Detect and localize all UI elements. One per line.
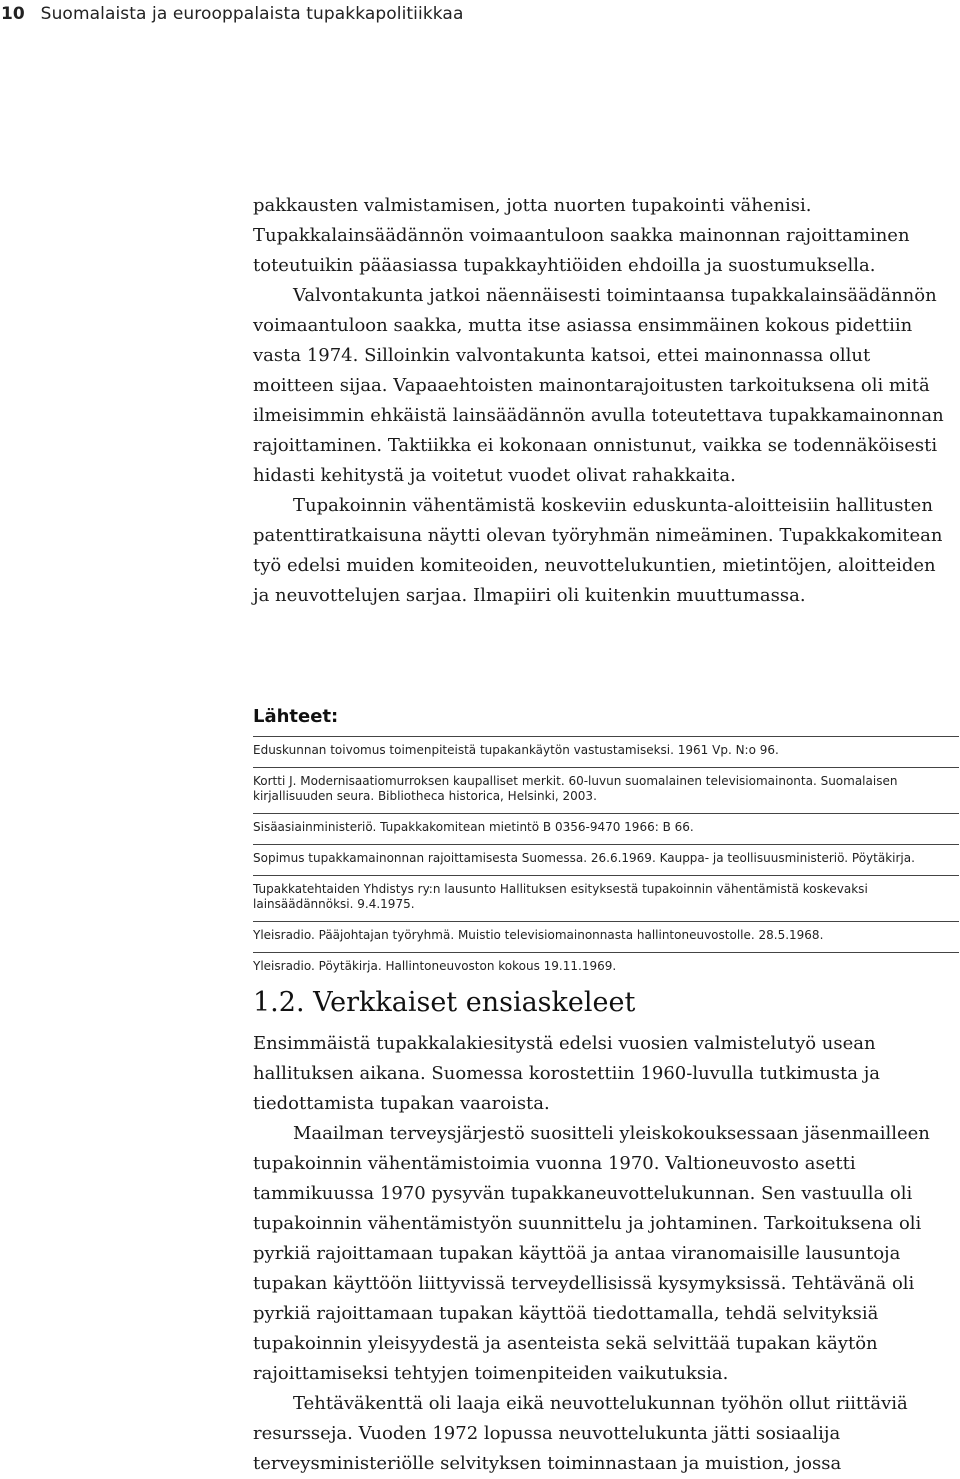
sources-section (253, 704, 959, 983)
paragraph: Maailman terveysjärjestö suositteli yleiskokouksessaan jäsenmailleen tupakoinnin vähentämistoimia vuonna 1970. Valtioneuvosto asetti tammikuussa 1970 pysyvän tupakkaneuvottelukunnan. Sen vastuulla oli tupakoinnin vähentämistyön suunnittelu ja johtaminen. Tarkoituksena oli pyrkiä rajoittamaan tupakan käyttöä ja antaa viranomaisille lausuntoja tupakan käyttöön liittyvissä terveydellisissä kysymyksissä. Tehtävänä oli pyrkiä rajoittamaan tupakan käyttöä tiedottamalla, tehdä selvityksiä tupakoinnin yleisyydestä ja asenteista sekä selvittää tupakan käytön rajoittamiseksi tehtyjen toimenpiteiden vaikutuksia. (253, 1123, 930, 1384)
source-item: Yleisradio. Pääjohtajan työryhmä. Muistio televisiomainonnasta hallintoneuvostolle. 28.5.1968. (253, 921, 959, 952)
section-heading: 1.2. Verkkaiset ensiaskeleet (253, 987, 636, 1018)
running-title: Suomalaista ja eurooppalaista tupakkapolitiikkaa (40, 4, 464, 24)
source-item: Kortti J. Modernisaatiomurroksen kaupalliset merkit. 60-luvun suomalainen televisiomainonta. Suomalaisen kirjallisuuden seura. Bibliotheca historica, Helsinki, 2003. (253, 767, 959, 813)
source-item: Sopimus tupakkamainonnan rajoittamisesta Suomessa. 26.6.1969. Kauppa- ja teollisuusministeriö. Pöytäkirja. (253, 844, 959, 875)
paragraph: Valvontakunta jatkoi näennäisesti toimintaansa tupakkalainsäädännön voimaantuloon saakka, mutta itse asiassa ensimmäinen kokous pidettiin vasta 1974. Silloinkin valvontakunta katsoi, ettei mainonnassa ollut moitteen sijaa. Vapaaehtoisten mainontarajoitusten tarkoituksena oli mitä ilmeisimmin ehkäistä lainsäädännön avulla toteutettava tupakkamainonnan rajoittaminen. Taktiikka ei kokonaan onnistunut, vaikka se todennäköisesti hidasti kehitystä ja voitetut vuodet olivat rahakkaita. (253, 285, 944, 486)
paragraph: Ensimmäistä tupakkalakiesitystä edelsi vuosien valmistelutyö usean hallituksen aikana. Suomessa korostettiin 1960-luvulla tutkimusta ja tiedottamista tupakan vaaroista. (253, 1033, 881, 1114)
sources-heading: Lähteet: (253, 706, 339, 727)
paragraph: Tehtäväkenttä oli laaja eikä neuvottelukunnan työhön ollut riittäviä resursseja. Vuoden 1972 lopussa neuvottelukunta jätti sosiaalija terveysministeriölle selvityksen toiminnastaan ja muistion, jossa (253, 1393, 908, 1474)
paragraph: Tupakoinnin vähentämistä koskeviin eduskunta-aloitteisiin hallitusten patenttiratkaisuna näytti olevan työryhmän nimeäminen. Tupakkakomitean työ edelsi muiden komiteoiden, neuvottelukuntien, mietintöjen, aloitteiden ja neuvottelujen sarjaa. Ilmapiiri oli kuitenkin muuttumassa. (253, 495, 943, 606)
body-text-top (253, 191, 953, 611)
source-item: Yleisradio. Pöytäkirja. Hallintoneuvoston kokous 19.11.1969. (253, 952, 959, 983)
source-item: Eduskunnan toivomus toimenpiteistä tupakankäytön vastustamiseksi. 1961 Vp. N:o 96. (253, 736, 959, 767)
body-text-section (253, 1029, 953, 1479)
page-header (0, 0, 463, 28)
paragraph: pakkausten valmistamisen, jotta nuorten tupakointi vähenisi. Tupakkalainsäädännön voimaantuloon saakka mainonnan rajoittaminen toteutuikin pääasiassa tupakkayhtiöiden ehdoilla ja suostumuksella. (253, 195, 910, 276)
page-number: 10 (1, 4, 25, 24)
source-item: Sisäasiainministeriö. Tupakkakomitean mietintö B 0356-9470 1966: B 66. (253, 813, 959, 844)
source-item: Tupakkatehtaiden Yhdistys ry:n lausunto Hallituksen esityksestä tupakoinnin vähentämistä koskevaksi lainsäädännöksi. 9.4.1975. (253, 875, 959, 921)
